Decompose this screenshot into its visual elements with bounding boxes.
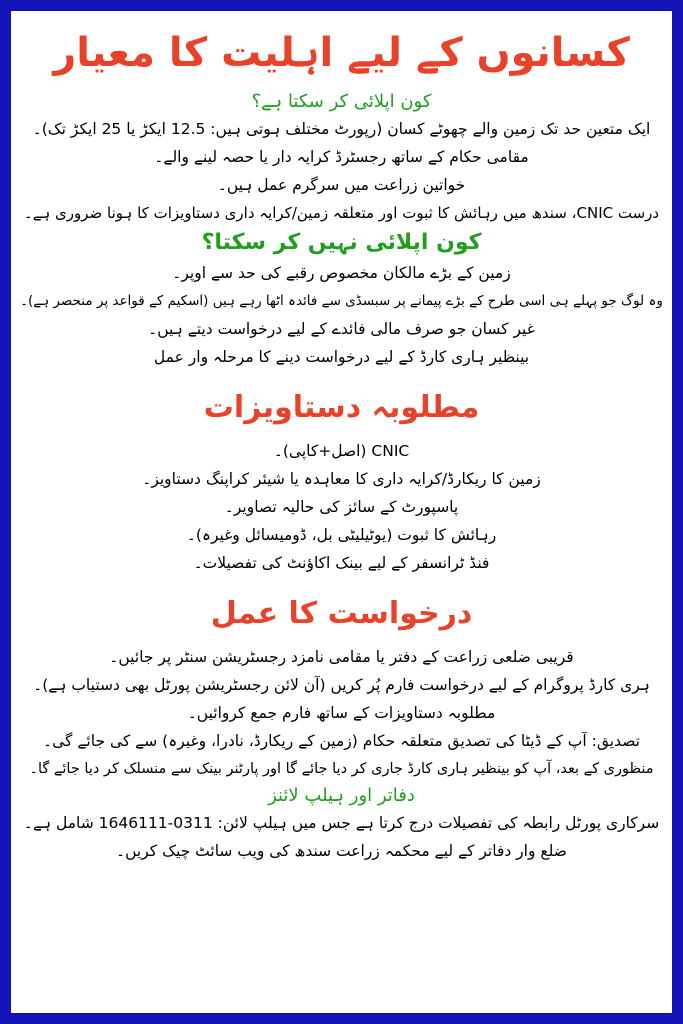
- ineligibility-item: زمین کے بڑے مالکان مخصوص رقبے کی حد سے اوپر۔: [172, 264, 511, 282]
- ineligibility-item: وہ لوگ جو پہلے ہی اسی طرح کے بڑے پیمانے پر سبسڈی سے فائدہ اٹھا رہے ہیں (اسکیم کے قواعد پر منحصر ہے)۔: [20, 293, 663, 309]
- required-documents-heading: مطلوبہ دستاویزات: [203, 390, 480, 425]
- eligibility-item: خواتین زراعت میں سرگرم عمل ہیں۔: [217, 176, 466, 194]
- process-step: منظوری کے بعد، آپ کو بینظیر ہاری کارڈ جاری کر دیا جائے گا اور پارٹنر بینک سے منسلک کر دیا جائے گا۔: [29, 761, 654, 777]
- document-item: رہائش کا ثبوت (یوٹیلیٹی بل، ڈومیسائل وغیرہ)۔: [186, 526, 497, 544]
- who-can-apply-heading: کون اپلائی کر سکتا ہے؟: [251, 91, 432, 112]
- helpline-text: سرکاری پورٹل رابطہ کی تفصیلات درج کرتا ہے جس میں ہیلپ لائن: 0311-1646111 شامل ہے۔ ضلع وار دفاتر کے لیے محکمہ زراعت سندھ کی ویب سائٹ چیک کریں۔: [23, 814, 660, 860]
- offices-helplines-heading: دفاتر اور ہیلپ لائنز: [268, 785, 415, 806]
- ineligibility-item: غیر کسان جو صرف مالی فائدے کے لیے درخواست دیتے ہیں۔: [148, 320, 535, 338]
- process-step: قریبی ضلعی زراعت کے دفتر یا مقامی نامزد رجسٹریشن سنٹر پر جائیں۔: [109, 648, 574, 666]
- who-cannot-apply-heading: کون اپلائی نہیں کر سکتا؟: [201, 230, 482, 255]
- document-item: CNIC (اصل+کاپی)۔: [273, 442, 410, 460]
- process-step: مطلوبہ دستاویزات کے ساتھ فارم جمع کروائیں۔: [187, 704, 496, 722]
- eligibility-item: مقامی حکام کے ساتھ رجسٹرڈ کرایہ دار یا حصہ لینے والے۔: [154, 148, 529, 166]
- eligibility-item: ایک متعین حد تک زمین والے چھوٹے کسان (رپورٹ مختلف ہوتی ہیں: 12.5 ایکڑ یا 25 ایکڑ تک)۔: [32, 120, 651, 138]
- document-item: پاسپورٹ کے سائز کی حالیہ تصاویر۔: [224, 498, 459, 516]
- document-item: زمین کا ریکارڈ/کرایہ داری کا معاہدہ یا شیئر کراپنگ دستاویز۔: [142, 470, 541, 488]
- eligibility-item: درست CNIC، سندھ میں رہائش کا ثبوت اور متعلقہ زمین/کرایہ داری دستاویزات کا ہونا ضروری ہے۔: [23, 204, 660, 222]
- page-title: کسانوں کے لیے اہلیت کا معیار: [53, 30, 630, 76]
- process-step: ہری کارڈ پروگرام کے لیے درخواست فارم پُر کریں (آن لائن رجسٹریشن پورٹل بھی دستیاب ہے)۔: [33, 676, 650, 694]
- application-process-heading: درخواست کا عمل: [210, 596, 473, 631]
- page-frame: [11, 11, 672, 1013]
- document-item: فنڈ ٹرانسفر کے لیے بینک اکاؤنٹ کی تفصیلات۔: [193, 554, 490, 572]
- document-content: [11, 23, 672, 865]
- ineligibility-item: بینظیر ہاری کارڈ کے لیے درخواست دینے کا مرحلہ وار عمل: [153, 348, 530, 366]
- process-step: تصدیق: آپ کے ڈیٹا کی تصدیق متعلقہ حکام (زمین کے ریکارڈ، نادرا، وغیرہ) سے کی جائے گی۔: [43, 732, 640, 750]
